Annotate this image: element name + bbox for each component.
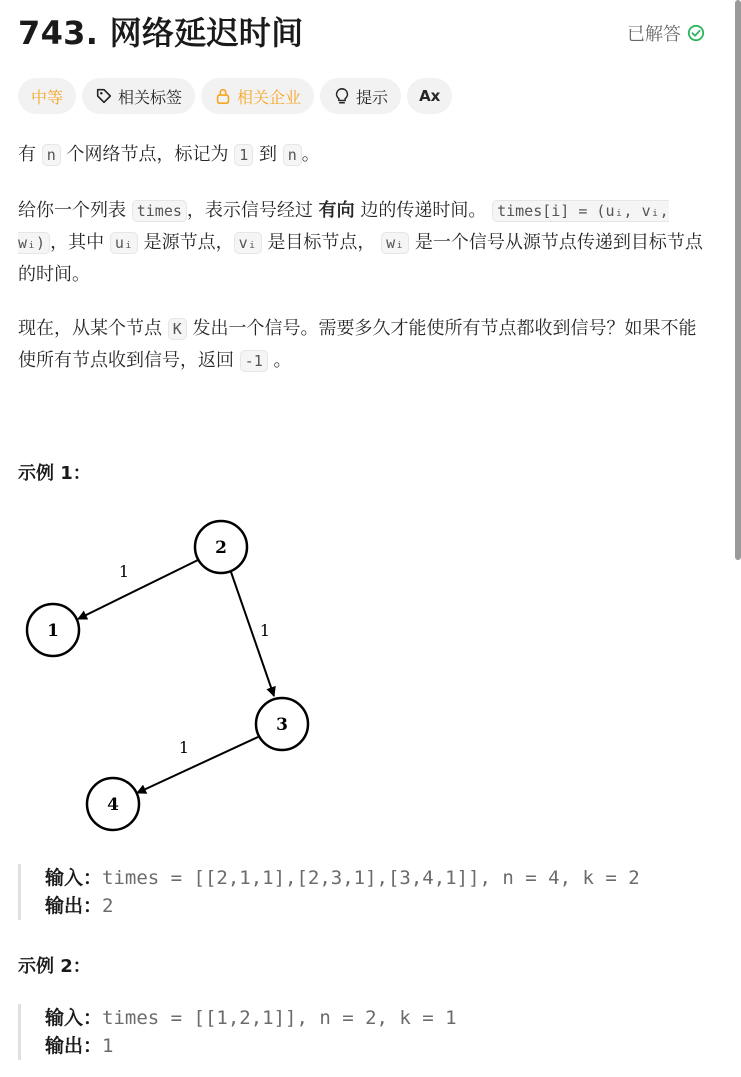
example1-output xyxy=(45,892,640,920)
input-label: 输入： xyxy=(45,867,103,889)
text-segment: 是源节点， xyxy=(137,232,234,253)
example1-block xyxy=(18,864,640,920)
node-label: 2 xyxy=(215,538,227,558)
related-tags-button[interactable] xyxy=(82,78,195,114)
related-companies-label: 相关企业 xyxy=(237,87,302,107)
text-segment: 是一个信号从源节点传递到目标节点的时间。 xyxy=(18,232,703,285)
text-segment: 现在，从某个节点 xyxy=(18,318,168,339)
example2-input xyxy=(45,1004,457,1032)
edge-3-4 xyxy=(137,737,258,793)
text-segment: 有 xyxy=(18,144,42,165)
input-value: times = [[1,2,1]], n = 2, k = 1 xyxy=(102,1007,457,1029)
scrollbar[interactable] xyxy=(735,0,741,560)
text-segment: 到 xyxy=(253,144,283,165)
edge-weight-label: 1 xyxy=(259,621,271,640)
description-p3 xyxy=(18,313,708,377)
related-companies-button[interactable] xyxy=(201,78,314,114)
text-segment: 边的传递时间。 xyxy=(354,200,493,221)
text-segment: 。 xyxy=(267,350,292,371)
description-p1 xyxy=(18,139,708,171)
related-tags-label: 相关标签 xyxy=(118,87,183,107)
node-label: 1 xyxy=(47,621,59,641)
lightbulb-icon xyxy=(333,87,351,105)
code-inline: n xyxy=(283,144,302,166)
node-label: 3 xyxy=(276,715,288,735)
difficulty-badge[interactable] xyxy=(18,78,76,114)
description-p2 xyxy=(18,195,708,290)
edge-2-1 xyxy=(78,560,198,619)
text-segment: ，表示信号经过 xyxy=(186,200,319,221)
input-value: times = [[2,1,1],[2,3,1],[3,4,1]], n = 4, k = 2 xyxy=(102,867,640,889)
code-inline: K xyxy=(168,318,187,340)
lock-icon xyxy=(214,87,232,105)
code-inline: n xyxy=(42,144,61,166)
code-inline: times xyxy=(132,200,187,222)
input-label: 输入： xyxy=(45,1007,103,1029)
translate-button[interactable] xyxy=(407,78,452,114)
example2-heading: 示例 2： xyxy=(18,956,91,977)
code-inline: uᵢ xyxy=(110,232,138,254)
text-segment: 。 xyxy=(301,144,320,165)
output-label: 输出： xyxy=(45,895,103,917)
solved-label: 已解答 xyxy=(627,24,681,45)
code-inline: vᵢ xyxy=(234,232,262,254)
example2-block xyxy=(18,1004,457,1060)
example1-graph xyxy=(18,506,348,836)
code-inline: times[i] = (uᵢ, vᵢ, wᵢ) xyxy=(18,202,669,252)
text-segment: 给你一个列表 xyxy=(18,200,132,221)
tag-icon xyxy=(95,87,113,105)
translate-icon: Ax xyxy=(419,87,441,105)
example1-heading: 示例 1： xyxy=(18,463,91,484)
example1-input xyxy=(45,864,640,892)
example2-output xyxy=(45,1032,457,1060)
code-inline: 1 xyxy=(234,144,253,166)
output-label: 输出： xyxy=(45,1035,103,1057)
edge-weight-label: 1 xyxy=(178,738,190,757)
output-value: 2 xyxy=(102,895,114,917)
hint-button[interactable] xyxy=(320,78,401,114)
bold-text: 有向 xyxy=(318,200,355,221)
output-value: 1 xyxy=(102,1035,114,1057)
code-inline: -1 xyxy=(240,350,268,372)
code-inline: wᵢ xyxy=(381,232,409,254)
text-segment: 是目标节点， xyxy=(261,232,382,253)
hint-label: 提示 xyxy=(356,87,389,107)
page-title: 743. 网络延迟时间 xyxy=(18,14,304,52)
text-segment: ，其中 xyxy=(50,232,110,253)
difficulty-label: 中等 xyxy=(31,87,64,107)
node-label: 4 xyxy=(107,795,119,815)
check-circle-icon xyxy=(687,24,705,42)
solved-status xyxy=(627,20,705,46)
text-segment: 个网络节点，标记为 xyxy=(60,144,235,165)
text-segment: 发出一个信号。需要多久才能使所有节点都收到信号？如果不能使所有节点收到信号，返回 xyxy=(18,318,697,371)
edge-weight-label: 1 xyxy=(118,562,130,581)
tag-bar xyxy=(18,78,452,114)
